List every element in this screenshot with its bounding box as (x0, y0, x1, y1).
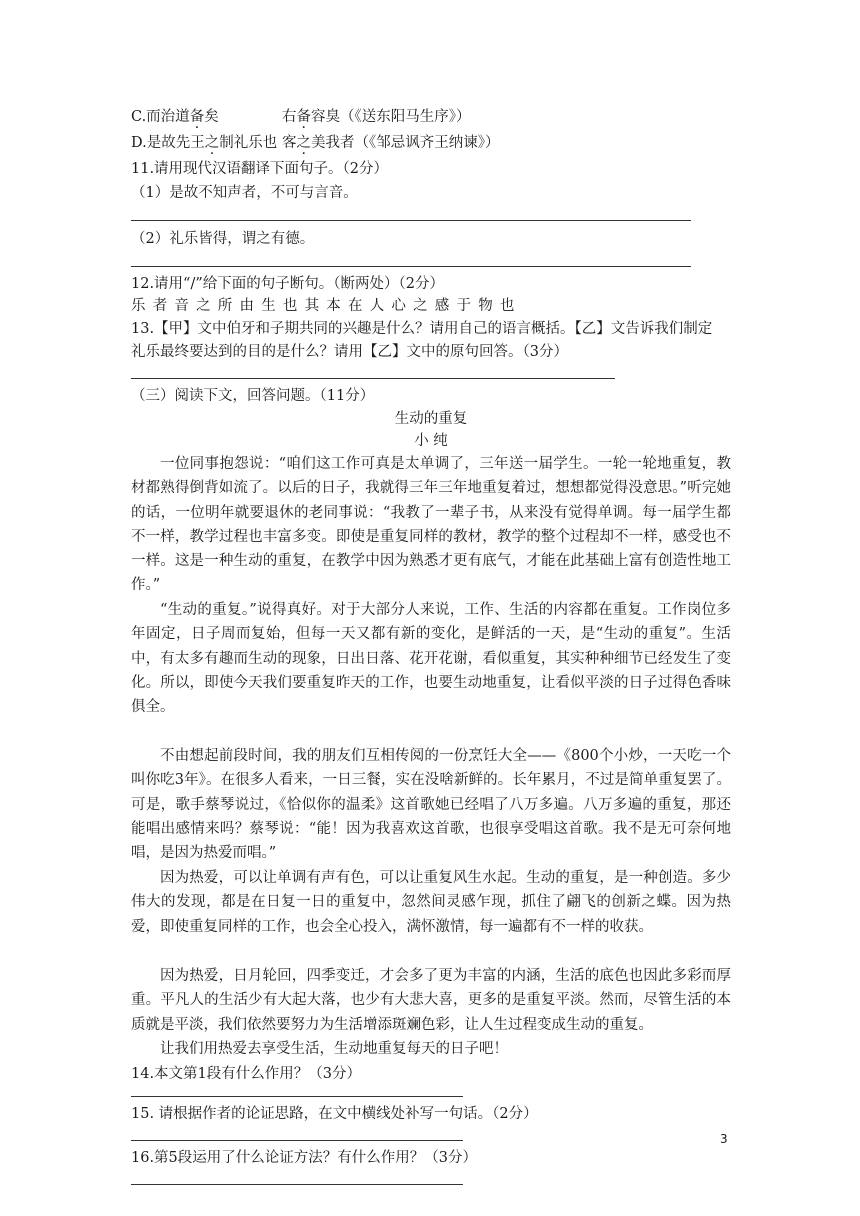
option-d: D.是故先王之制礼乐也 (131, 135, 278, 151)
answer-line[interactable] (131, 1096, 463, 1097)
article-paragraph-3: 不由想起前段时间，我的朋友们互相传阅的一份烹饪大全——《800个小炒，一天吃一个叫你吃3年》。在很多人看来，一日三餐，实在没啥新鲜的。长年累月，不过是简单重复罢了。可是，歌手蔡琴说过，《恰似你的温柔》这首歌她已经唱了八万多遍。八万多遍的重复，那还能唱出感情来吗？蔡琴说：“能！因为我喜欢这首歌，也很享受唱这首歌。我不是无可奈何地唱，是因为热爱而唱。” (131, 748, 731, 862)
question-15-title: 15. 请根据作者的论证思路，在文中横线处补写一句话。（2分） (131, 1106, 538, 1122)
question-11-title: 11.请用现代汉语翻译下面句子。（2分） (131, 161, 389, 177)
option-c-right: 右备容臭（《送东阳马生序》） (282, 109, 471, 125)
dotted-char: 备 (189, 109, 205, 125)
article-paragraph-2: “生动的重复。”说得真好。对于大部分人来说，工作、生活的内容都在重复。工作岗位多年固定，日子周而复始，但每一天又都有新的变化，是鲜活的一天，是“生动的重复”。生活中，有太多有趣而生动的现象，日出日落、花开花谢，看似重复，其实种种细节已经发生了变化。所以，即使今天我们要重复昨天的工作，也要生动地重复，让看似平淡的日子过得色香味俱全。 (131, 602, 731, 716)
page-number: 3 (720, 1132, 728, 1146)
article-author: 小 纯 (414, 433, 448, 449)
option-d-right: 客之美我者（《邹忌讽齐王纳谏》） (282, 135, 500, 151)
dotted-char: 之 (296, 135, 311, 151)
question-16-title: 16.第5段运用了什么论证方法？有什么作用？（3分） (131, 1150, 478, 1166)
answer-line[interactable] (131, 1140, 463, 1141)
answer-line[interactable] (131, 266, 691, 267)
article-paragraph-6: 让我们用热爱去享受生活，生动地重复每天的日子吧！ (160, 1041, 508, 1057)
option-c: C.而治道备矣 (131, 109, 219, 125)
section-3-heading: （三）阅读下文，回答问题。（11分） (131, 388, 375, 404)
question-11-sentence-1: （1）是故不知声者，不可与言音。 (131, 185, 358, 201)
question-11-sentence-2: （2）礼乐皆得，谓之有德。 (131, 231, 315, 247)
question-14-title: 14.本文第1段有什么作用？（3分） (131, 1066, 362, 1082)
question-12-title: 12.请用“/”给下面的句子断句。（断两处）（2分） (131, 276, 444, 292)
article-paragraph-4: 因为热爱，可以让单调有声有色，可以让重复风生水起。生动的重复，是一种创造。多少伟大的发现，都是在日复一日的重复中，忽然间灵感乍现，抓住了翩飞的创新之蝶。因为热爱，即使重复同样的工作，也会全心投入，满怀激情，每一遍都有不一样的收获。 (131, 870, 731, 935)
answer-line[interactable] (131, 378, 615, 379)
question-13-line-1: 13.【甲】文中伯牙和子期共同的兴趣是什么？请用自己的语言概括。【乙】文告诉我们制定 (131, 321, 713, 337)
article-title: 生动的重复 (394, 411, 468, 427)
answer-line[interactable] (131, 220, 691, 221)
answer-line[interactable] (131, 1184, 463, 1185)
question-12-sentence: 乐者音之所由生也其本在人心之感于物也 (131, 298, 522, 314)
dotted-char: 备 (296, 109, 311, 125)
article-paragraph-5: 因为热爱，日月轮回，四季变迁，才会多了更为丰富的内涵，生活的底色也因此多彩而厚重。平凡人的生活少有大起大落，也少有大悲大喜，更多的是重复平淡。然而，尽管生活的本质就是平淡，我们依然要努力为生活增添斑斓色彩，让人生过程变成生动的重复。 (131, 968, 731, 1033)
question-13-line-2: 礼乐最终要达到的目的是什么？请用【乙】文中的原句回答。（3分） (131, 344, 568, 360)
article-paragraph-1: 一位同事抱怨说：“咱们这工作可真是太单调了，三年送一届学生。一轮一轮地重复，教材都熟得倒背如流了。以后的日子，我就得三年三年地重复着过，想想都觉得没意思。”听完她的话，一位明年就要退休的老同事说：“我教了一辈子书，从来没有觉得单调。每一届学生都不一样，教学过程也丰富多变。即使是重复同样的教材，教学的整个过程却不一样，感受也不一样。这是一种生动的重复，在教学中因为熟悉才更有底气，才能在此基础上富有创造性地工作。” (131, 456, 731, 594)
dotted-char: 之 (204, 135, 220, 151)
